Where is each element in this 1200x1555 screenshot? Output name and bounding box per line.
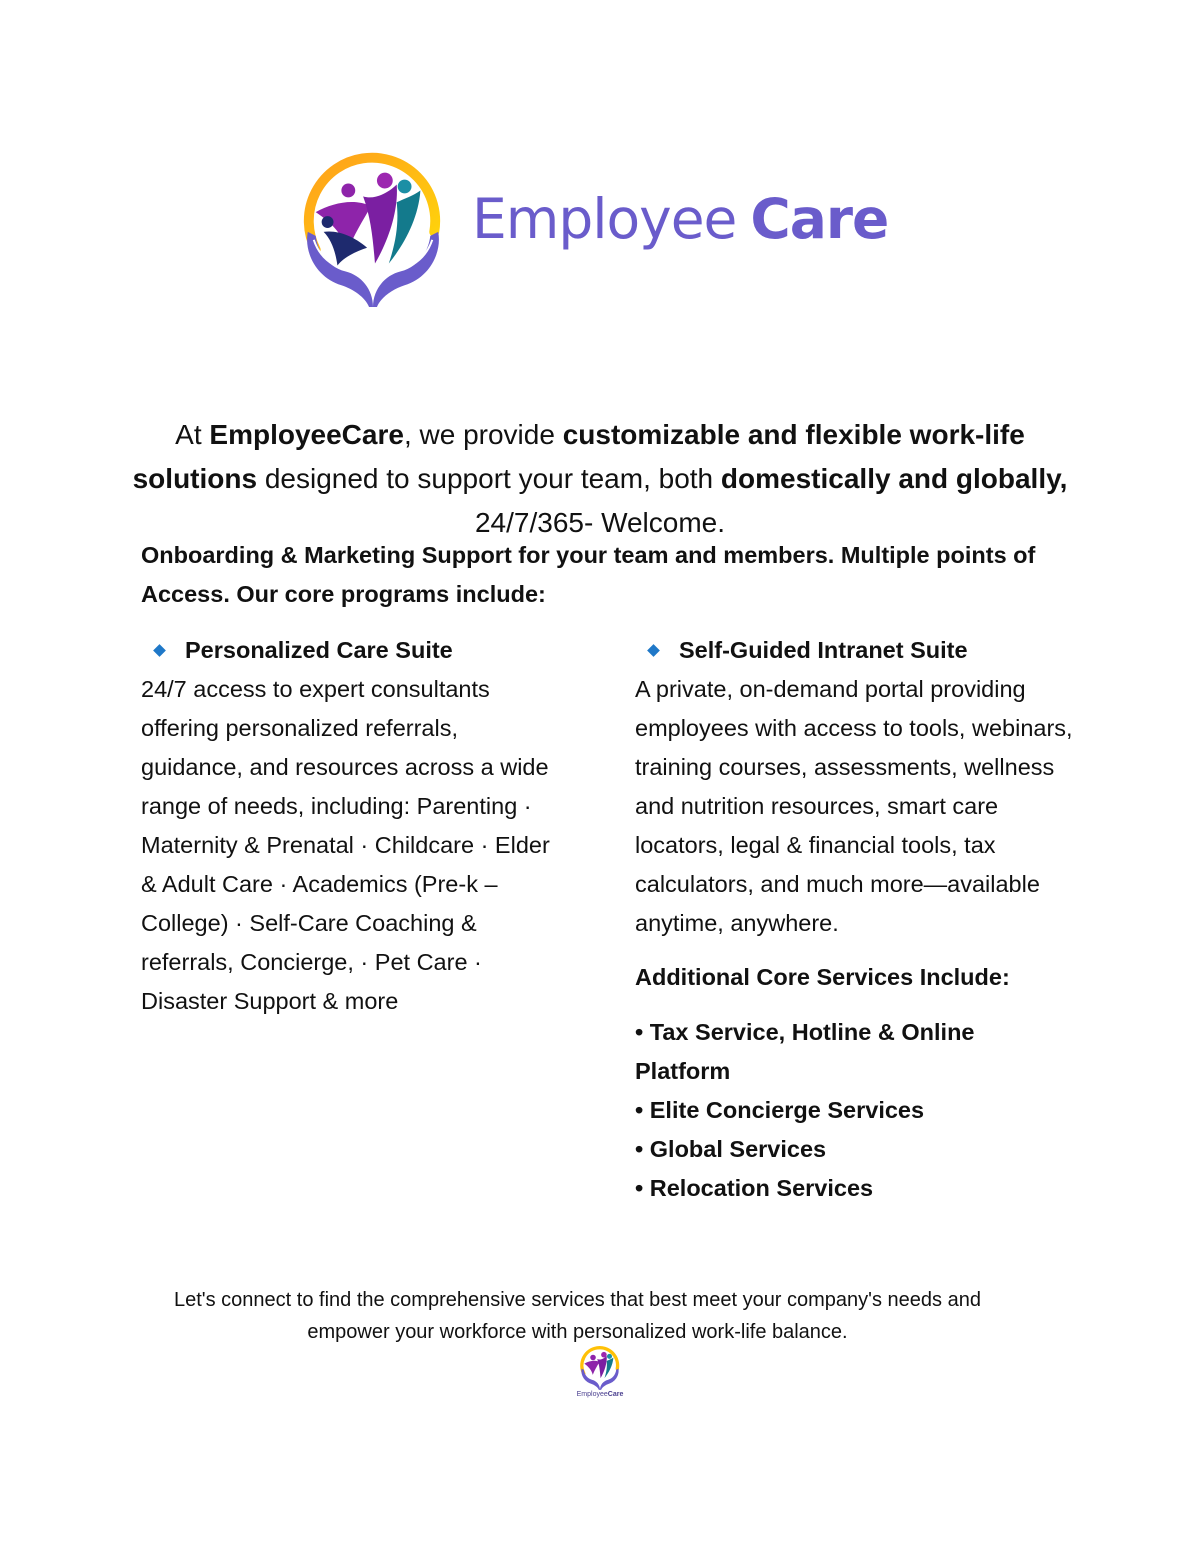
service-item: • Relocation Services (635, 1175, 874, 1201)
header-logo (294, 138, 914, 313)
hands-holding-people-icon (294, 140, 452, 312)
diamond-bullet-icon (647, 644, 660, 657)
intro-text: , we provide (403, 419, 563, 450)
service-item: • Global Services (635, 1136, 827, 1162)
hands-holding-people-icon (575, 1343, 625, 1391)
intro-text: At (175, 419, 210, 450)
intro-text: designed to support your team, both (257, 463, 721, 494)
brand-name-bold: Care (750, 186, 889, 251)
column-heading-text: Personalized Care Suite (185, 636, 453, 663)
footer-logo (570, 1343, 630, 1405)
service-item: • Tax Service, Hotline & Online Platform (635, 1019, 975, 1084)
brand-name-light: Employee (472, 186, 737, 251)
intro-paragraph (120, 413, 1080, 545)
footer-wordmark (570, 1391, 630, 1399)
personalized-care-heading (141, 630, 561, 670)
closing-statement: Let's connect to find the comprehensive services that best meet your company's needs and empower your workforce with personalized work-life balance. (174, 1289, 981, 1343)
personalized-care-column (141, 630, 561, 1021)
intro-emphasis: customizable and flexible work-life solutions (132, 419, 1025, 494)
footer-wordmark-light: Employee (576, 1391, 608, 1398)
service-item: • Elite Concierge Services (635, 1097, 925, 1123)
programs-lead: Onboarding & Marketing Support for your team and members. Multiple points of Access. Our core programs include: (141, 542, 1036, 607)
intranet-suite-heading (635, 630, 1075, 670)
intranet-suite-description: A private, on-demand portal providing employees with access to tools, webinars, training courses, assessments, wellness and nutrition resources, smart care locators, legal & financial tools, tax calculators, and much more—available anytime, anywhere. (635, 676, 1073, 936)
personalized-care-description: 24/7 access to expert consultants offering personalized referrals, guidance, and resources across a wide range of needs, including: Parenting · Maternity & Prenatal · Childcare · Elder & Adult Care · Academics (Pre-k –College) · Self-Care Coaching & referrals, Concierge, · Pet Care · Disaster Support & more (141, 676, 550, 1014)
footer-wordmark-bold: Care (607, 1391, 624, 1398)
additional-services-list (635, 1013, 1075, 1208)
additional-services-heading: Additional Core Services Include: (635, 964, 1010, 990)
brand-wordmark (472, 187, 888, 251)
intro-emphasis: EmployeeCare (209, 419, 404, 450)
intro-emphasis: domestically and globally, (720, 463, 1068, 494)
diamond-bullet-icon (153, 644, 166, 657)
column-heading-text: Self-Guided Intranet Suite (679, 636, 968, 663)
intro-text: 24/7/365- Welcome. (474, 507, 726, 538)
intranet-suite-column (635, 630, 1075, 1208)
